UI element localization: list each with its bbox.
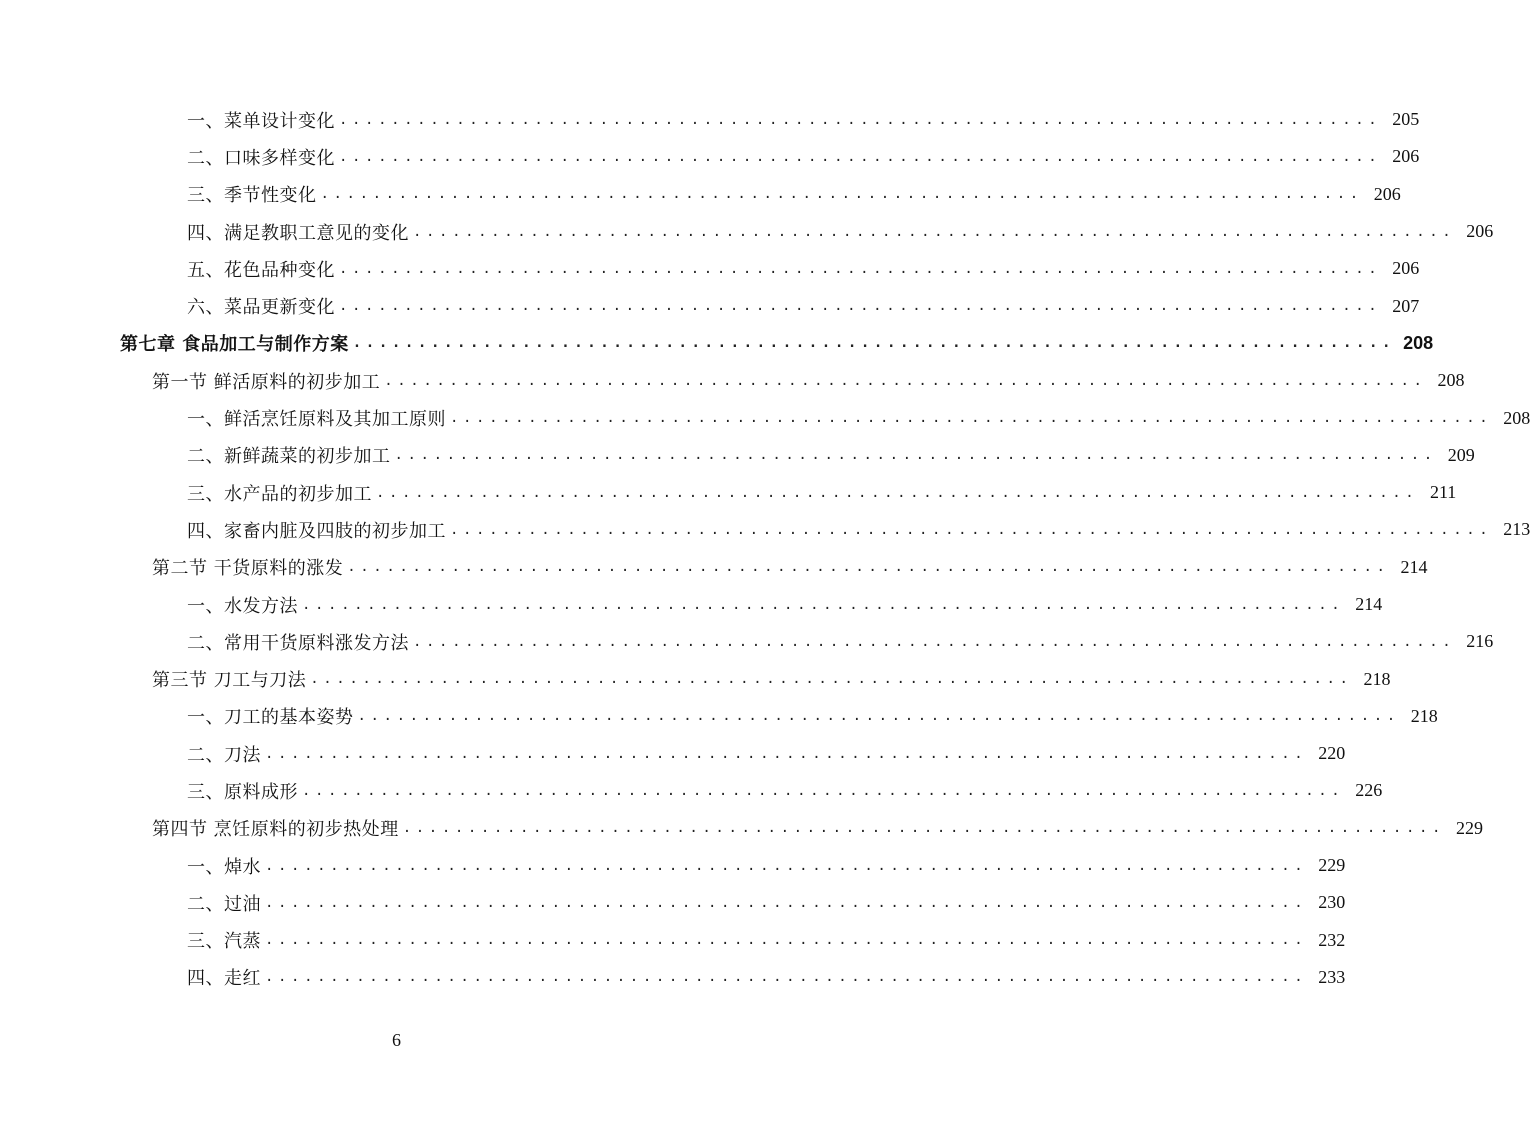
toc-section-entry[interactable] xyxy=(0,549,1428,586)
dot-leader: ................................................................................ xyxy=(413,223,1456,240)
toc-subsection-entry[interactable] xyxy=(0,437,1475,474)
toc-subsection-entry[interactable] xyxy=(0,176,1401,213)
toc-entry-page: 229 xyxy=(1318,855,1346,876)
dot-leader: ................................................................................ xyxy=(265,894,1308,911)
dot-leader: ................................................................................ xyxy=(265,857,1308,874)
toc-entry-title: 第七章 食品加工与制作方案 xyxy=(120,334,349,356)
toc-subsection-entry[interactable] xyxy=(0,884,1346,921)
toc-entry-title: 六、菜品更新变化 xyxy=(187,297,335,319)
toc-entry-page: 214 xyxy=(1400,556,1428,577)
toc-entry-page: 207 xyxy=(1392,295,1420,316)
toc-subsection-entry[interactable] xyxy=(0,101,1420,138)
toc-subsection-entry[interactable] xyxy=(0,922,1346,959)
toc-section-entry[interactable] xyxy=(0,660,1391,697)
dot-leader: ................................................................................ xyxy=(357,708,1400,725)
toc-entry-page: 208 xyxy=(1403,332,1434,353)
dot-leader: ................................................................................ xyxy=(302,782,1345,799)
dot-leader: ................................................................................ xyxy=(384,372,1427,389)
toc-entry-title: 二、过油 xyxy=(187,893,261,915)
toc-entry-title: 第二节 干货原料的涨发 xyxy=(152,558,344,580)
toc-entry-title: 二、刀法 xyxy=(187,744,261,766)
toc-entry-page: 216 xyxy=(1466,631,1494,652)
toc-entry-title: 一、水发方法 xyxy=(187,595,298,617)
toc-entry-title: 一、菜单设计变化 xyxy=(187,110,335,132)
dot-leader: ................................................................................ xyxy=(376,484,1419,501)
dot-leader: ................................................................................ xyxy=(265,932,1308,949)
toc-entry-title: 三、水产品的初步加工 xyxy=(187,483,372,505)
toc-entry-title: 二、常用干货原料涨发方法 xyxy=(187,632,409,654)
dot-leader: ................................................................................ xyxy=(413,633,1456,650)
dot-leader: ................................................................................ xyxy=(402,820,1446,837)
toc-subsection-entry[interactable] xyxy=(0,138,1420,175)
dot-leader: ................................................................................ xyxy=(339,148,1382,165)
toc-entry-title: 三、季节性变化 xyxy=(187,185,317,207)
toc-subsection-entry[interactable] xyxy=(0,586,1383,623)
dot-leader: ................................................................................ xyxy=(339,298,1382,315)
toc-entry-page: 226 xyxy=(1355,780,1383,801)
toc-entry-title: 四、走红 xyxy=(187,968,261,990)
dot-leader: ................................................................................ xyxy=(265,745,1308,762)
toc-entry-title: 四、满足教职工意见的变化 xyxy=(187,222,409,244)
toc-section-entry[interactable] xyxy=(0,362,1465,399)
toc-entry-title: 一、刀工的基本姿势 xyxy=(187,707,354,729)
toc-entry-title: 第一节 鲜活原料的初步加工 xyxy=(152,371,381,393)
toc-subsection-entry[interactable] xyxy=(0,623,1494,660)
toc-entry-title: 五、花色品种变化 xyxy=(187,259,335,281)
toc-subsection-entry[interactable] xyxy=(0,698,1438,735)
toc-entry-title: 一、鲜活烹饪原料及其加工原则 xyxy=(187,409,446,431)
toc-entry-page: 229 xyxy=(1456,817,1484,838)
toc-entry-page: 233 xyxy=(1318,966,1346,987)
dot-leader: ................................................................................ xyxy=(339,111,1382,128)
toc-subsection-entry[interactable] xyxy=(0,399,1530,436)
toc-subsection-entry[interactable] xyxy=(0,213,1494,250)
toc-subsection-entry[interactable] xyxy=(0,959,1346,996)
toc-entry-page: 218 xyxy=(1410,705,1438,726)
toc-entry-page: 206 xyxy=(1373,183,1401,204)
toc-subsection-entry[interactable] xyxy=(0,735,1346,772)
toc-entry-title: 四、家畜内脏及四肢的初步加工 xyxy=(187,520,446,542)
dot-leader: ................................................................................ xyxy=(265,969,1308,986)
dot-leader: ................................................................................ xyxy=(347,559,1390,576)
dot-leader: ................................................................................ xyxy=(302,596,1345,613)
toc-subsection-entry[interactable] xyxy=(0,250,1420,287)
toc-entry-page: 205 xyxy=(1392,109,1420,130)
toc-entry-page: 209 xyxy=(1447,444,1475,465)
toc-chapter-entry[interactable] xyxy=(0,325,1434,362)
toc-subsection-entry[interactable] xyxy=(0,474,1457,511)
dot-leader: ................................................................................ xyxy=(352,335,1396,352)
dot-leader: ................................................................................ xyxy=(394,447,1437,464)
toc-entry-page: 206 xyxy=(1392,258,1420,279)
toc-entry-title: 三、原料成形 xyxy=(187,781,298,803)
toc-subsection-entry[interactable] xyxy=(0,847,1346,884)
dot-leader: ................................................................................ xyxy=(450,410,1493,427)
dot-leader: ................................................................................ xyxy=(450,521,1493,538)
toc-entry-page: 232 xyxy=(1318,929,1346,950)
toc-entry-title: 二、口味多样变化 xyxy=(187,147,335,169)
dot-leader: ................................................................................ xyxy=(339,260,1382,277)
dot-leader: ................................................................................ xyxy=(320,186,1363,203)
toc-entry-page: 208 xyxy=(1503,407,1530,428)
toc-entry-page: 230 xyxy=(1318,892,1346,913)
toc-entry-title: 第四节 烹饪原料的初步热处理 xyxy=(152,819,399,841)
toc-entry-title: 第三节 刀工与刀法 xyxy=(152,670,307,692)
toc-entry-page: 206 xyxy=(1466,221,1494,242)
toc-subsection-entry[interactable] xyxy=(0,287,1420,324)
toc-entry-page: 211 xyxy=(1429,482,1457,503)
toc-entry-page: 218 xyxy=(1363,668,1391,689)
table-of-contents xyxy=(0,101,1530,996)
toc-entry-page: 213 xyxy=(1503,519,1530,540)
page-number: 6 xyxy=(392,1030,401,1050)
toc-entry-page: 208 xyxy=(1437,370,1465,391)
toc-section-entry[interactable] xyxy=(0,810,1484,847)
toc-entry-title: 二、新鲜蔬菜的初步加工 xyxy=(187,446,391,468)
toc-entry-title: 一、焯水 xyxy=(187,856,261,878)
toc-entry-page: 220 xyxy=(1318,743,1346,764)
toc-subsection-entry[interactable] xyxy=(0,772,1383,809)
toc-entry-page: 214 xyxy=(1355,594,1383,614)
toc-subsection-entry[interactable] xyxy=(0,511,1530,548)
toc-entry-title: 三、汽蒸 xyxy=(187,931,261,953)
toc-entry-page: 206 xyxy=(1392,146,1420,167)
dot-leader: ................................................................................ xyxy=(310,671,1353,688)
